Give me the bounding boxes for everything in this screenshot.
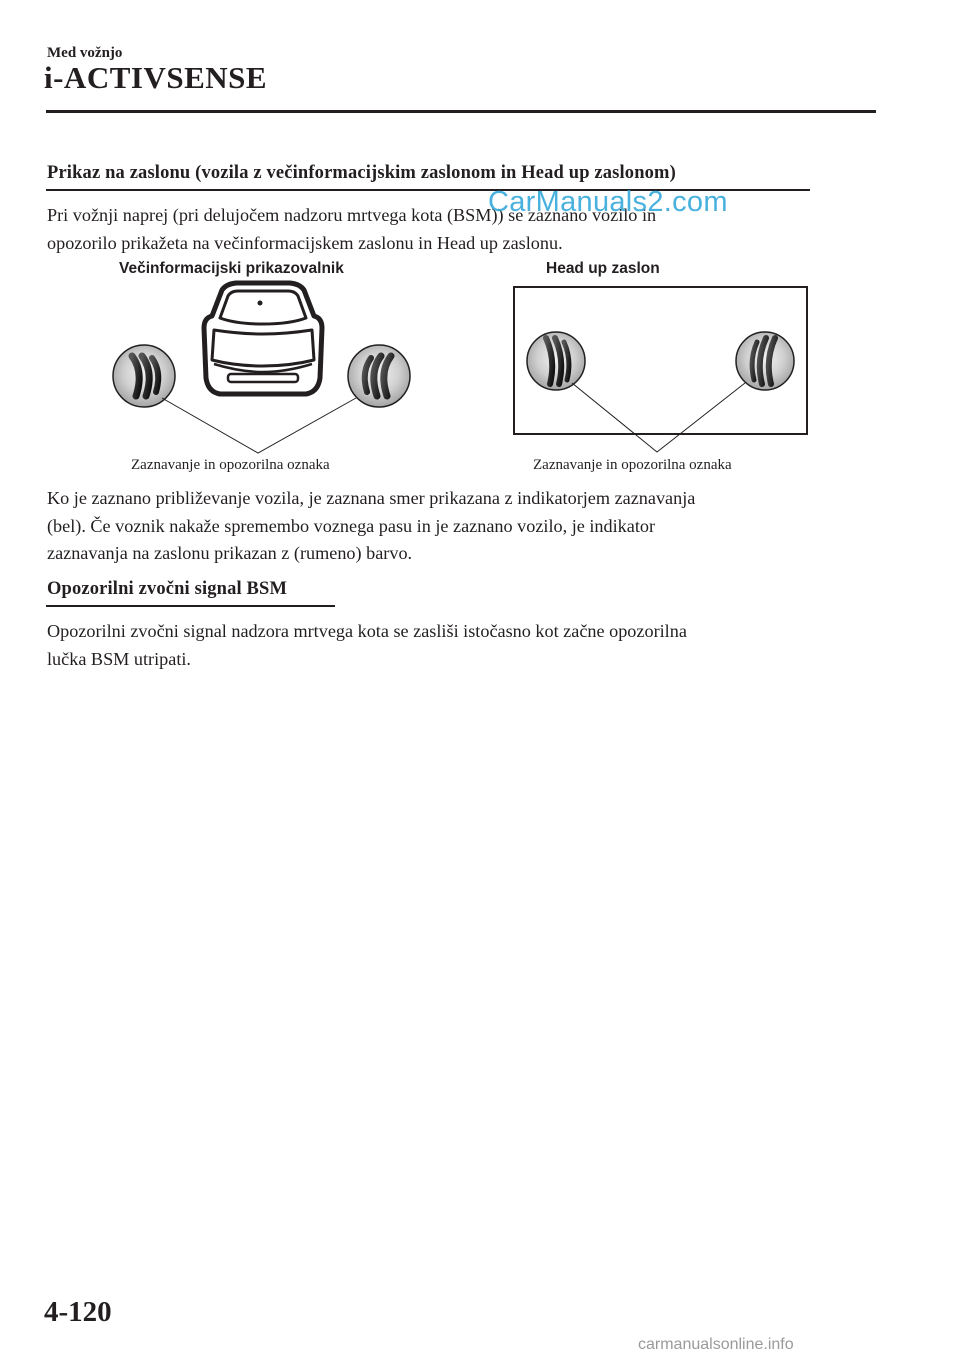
section-heading-underline xyxy=(46,605,335,607)
intro-line: Pri vožnji naprej (pri delujočem nadzoru mrtvega kota (BSM)) se zaznano vozilo in xyxy=(47,205,657,225)
chapter-title: i-ACTIVSENSE xyxy=(44,60,268,95)
callout-lines xyxy=(162,398,356,453)
body-line: zaznavanja na zaslonu prikazan z (rumeno) barvo. xyxy=(47,543,413,563)
bsm-indicator-icon xyxy=(113,345,175,407)
figure-caption-left: Zaznavanje in opozorilna oznaka xyxy=(131,457,330,473)
bsm-indicator-icon xyxy=(736,332,794,390)
figure-caption-right: Zaznavanje in opozorilna oznaka xyxy=(533,457,732,473)
footer-site-watermark: carmanualsonline.info xyxy=(638,1336,794,1353)
section-heading-display: Prikaz na zaslonu (vozila z večinformacijskim zaslonom in Head up zaslonom) xyxy=(47,163,676,183)
bsm-beep-paragraph xyxy=(47,618,877,673)
page-number: 4-120 xyxy=(44,1296,112,1328)
watermark-text: CarManuals2.com xyxy=(488,186,728,218)
bsm-indicator-icon xyxy=(348,345,410,407)
section-heading-bsm-warning-beep: Opozorilni zvočni signal BSM xyxy=(47,579,288,599)
car-icon xyxy=(204,283,322,394)
bsm-beep-line: lučka BSM utripati. xyxy=(47,648,191,669)
figure-title-head-up-display: Head up zaslon xyxy=(546,260,660,277)
body-line: Ko je zaznano približevanje vozila, je zaznana smer prikazana z indikatorjem zaznavanja xyxy=(47,488,696,508)
bsm-indicator-icon xyxy=(527,332,585,390)
figure-title-multi-info-display: Večinformacijski prikazovalnik xyxy=(119,260,344,277)
body-paragraph xyxy=(47,485,877,568)
intro-line: opozorilo prikažeta na večinformacijskem zaslonu in Head up zaslonu. xyxy=(47,232,563,253)
section-label: Med vožnjo xyxy=(47,45,123,61)
body-line: (bel). Če voznik nakaže spremembo voznega pasu in je zaznano vozilo, je indikator xyxy=(47,515,656,536)
bsm-beep-line: Opozorilni zvočni signal nadzora mrtvega kota se zasliši istočasno kot začne opozorilna xyxy=(47,621,687,641)
